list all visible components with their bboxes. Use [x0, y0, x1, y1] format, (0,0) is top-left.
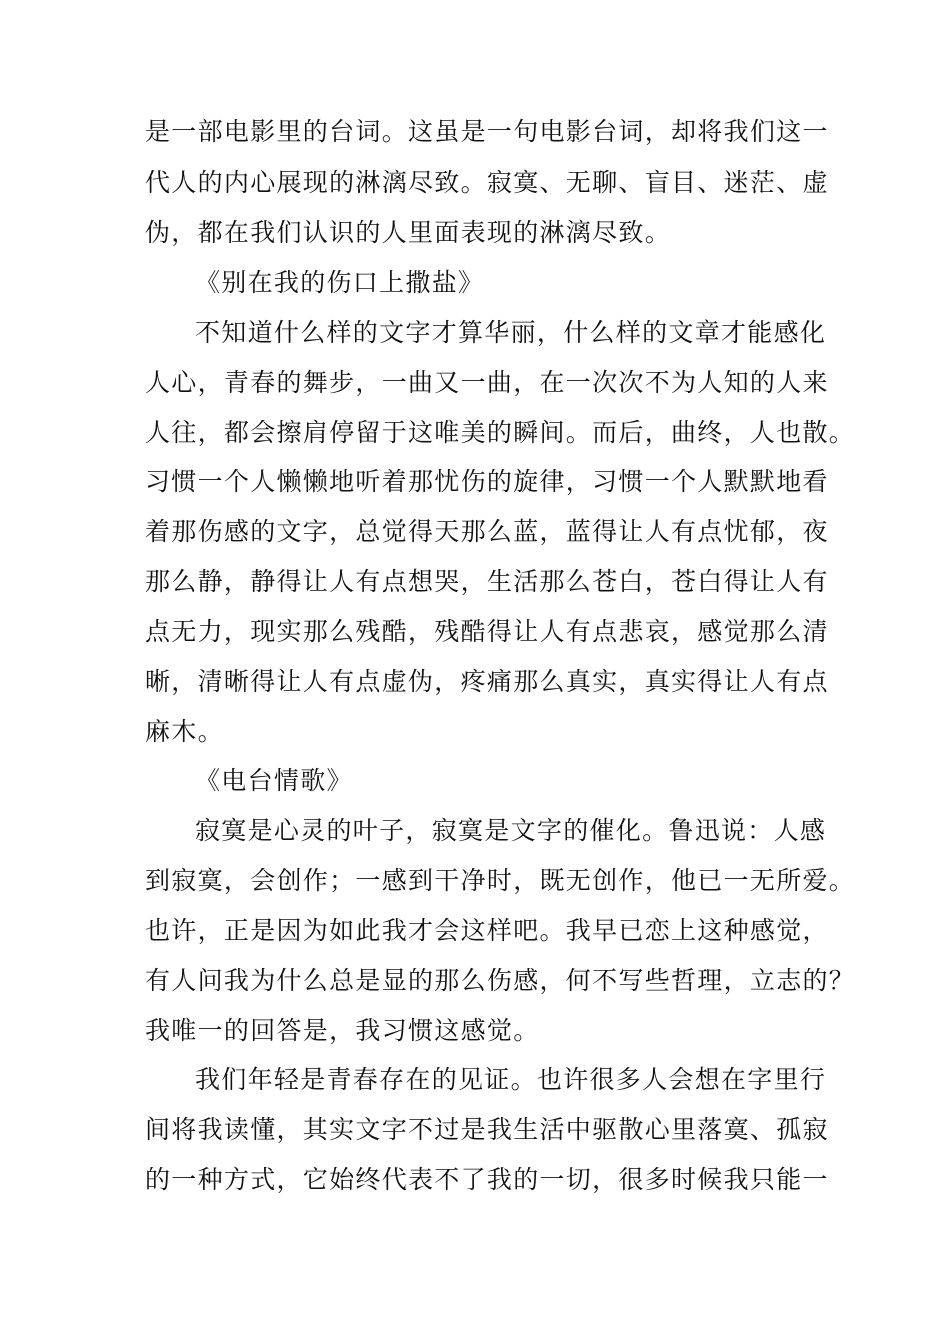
text-line: 人往，都会擦肩停留于这唯美的瞬间。而后，曲终，人也散。: [145, 418, 856, 447]
text-line: 的一种方式，它始终代表不了我的一切，很多时候我只能一: [145, 1165, 829, 1194]
text-line: 伪，都在我们认识的人里面表现的淋漓尽致。: [145, 218, 672, 247]
section-heading: 《电台情歌》: [195, 766, 353, 795]
paragraph-first-line: 我们年轻是青春存在的见证。也许很多人会想在字里行: [195, 1065, 827, 1094]
text-line: 间将我读懂，其实文字不过是我生活中驱散心里落寞、孤寂: [145, 1115, 829, 1144]
paragraph-first-line: 寂寞是心灵的叶子，寂寞是文字的催化。鲁迅说：人感: [195, 816, 827, 845]
text-line: 代人的内心展现的淋漓尽致。寂寞、无聊、盲目、迷茫、虚: [145, 168, 829, 197]
text-line: 我唯一的回答是，我习惯这感觉。: [145, 1016, 540, 1045]
paragraph-first-line: 不知道什么样的文字才算华丽，什么样的文章才能感化: [195, 318, 827, 347]
text-line: 人心，青春的舞步，一曲又一曲，在一次次不为人知的人来: [145, 368, 829, 397]
text-line: 晰，清晰得让人有点虚伪，疼痛那么真实，真实得让人有点: [145, 667, 829, 696]
text-line: 到寂寞，会创作；一感到干净时，既无创作，他已一无所爱。: [145, 866, 856, 895]
text-line: 也许，正是因为如此我才会这样吧。我早已恋上这种感觉，: [145, 916, 829, 945]
text-line: 麻木。: [145, 717, 224, 746]
section-heading: 《别在我的伤口上撒盐》: [195, 268, 485, 297]
text-line: 是一部电影里的台词。这虽是一句电影台词，却将我们这一: [145, 117, 829, 146]
text-line: 点无力，现实那么残酷，残酷得让人有点悲哀，感觉那么清: [145, 617, 829, 646]
text-line: 有人问我为什么总是显的那么伤感，何不写些哲理，立志的？: [145, 966, 856, 995]
text-line: 习惯一个人懒懒地听着那忧伤的旋律，习惯一个人默默地看: [145, 467, 829, 496]
text-line: 着那伤感的文字，总觉得天那么蓝，蓝得让人有点忧郁，夜: [145, 517, 829, 546]
text-line: 那么静，静得让人有点想哭，生活那么苍白，苍白得让人有: [145, 567, 829, 596]
